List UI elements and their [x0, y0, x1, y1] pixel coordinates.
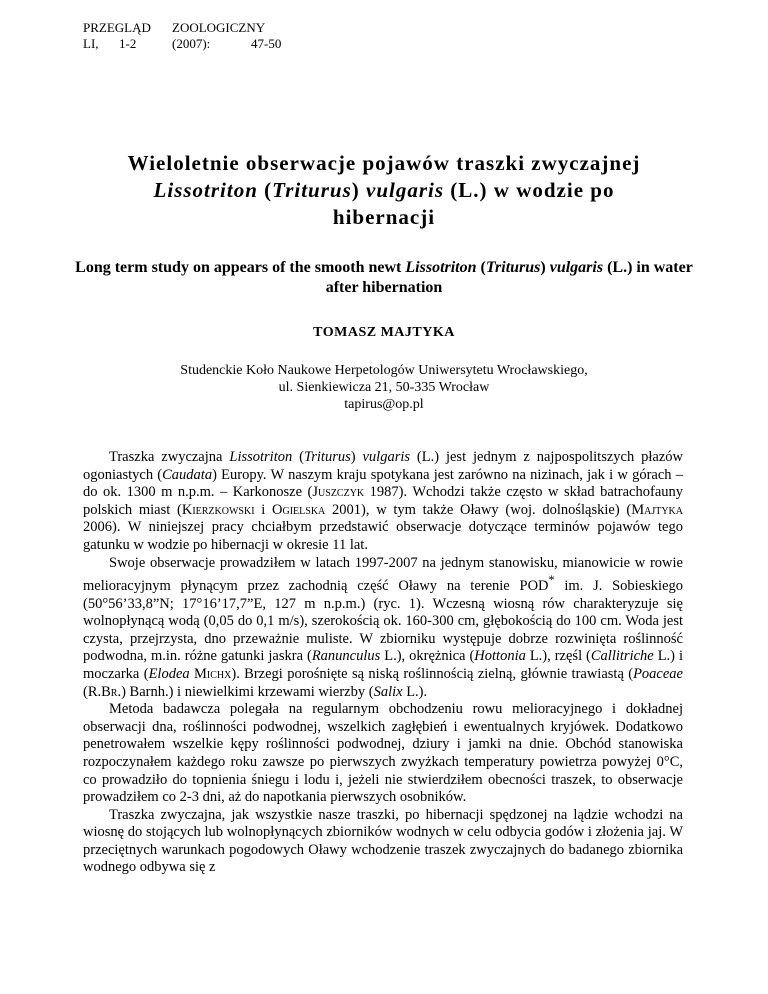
journal-year: (2007): [172, 36, 211, 51]
citation-author: Juszczyk [312, 484, 365, 501]
species-name: Lissotriton [229, 449, 293, 465]
title-line1: Wieloletnie obserwacje pojawów traszki zwyczajnej [127, 151, 641, 175]
genus-name: Callitriche [590, 648, 654, 665]
journal-name-part1: PRZEGLĄD [83, 20, 151, 35]
text: .) Barnh.) i niewielkimi krzewami wierzby ( [117, 683, 374, 700]
affiliation-line1: Studenckie Koło Naukowe Herpetologów Uniwersytetu Wrocławskiego, [180, 363, 588, 378]
affiliation-line2: ul. Sienkiewicza 21, 50-335 Wrocław [278, 380, 490, 395]
family-name: Poaceae [633, 665, 683, 682]
author-email[interactable]: tapirus@op.pl [344, 397, 424, 412]
paper-title [60, 150, 708, 231]
english-title [70, 258, 698, 298]
citation-author: Ogielska [272, 501, 326, 518]
title-genus: Triturus [272, 178, 352, 202]
text: (L.) jest jednym z najpospolitszych płazów ogoniastych ( [83, 449, 683, 483]
text: i [254, 501, 273, 518]
english-title-part2: (L.) in water after hibernation [325, 259, 693, 296]
text: Swoje obserwacje prowadziłem w latach 1997-2007 na jednym stanowisku, mianowicie w rowie melioracyjnym płynącym przez zachodnią część Oławy na terenie POD [83, 554, 683, 594]
text: Traszka zwyczajna [109, 449, 230, 465]
genus-name: Hottonia [474, 648, 526, 665]
title-line2-rest: (L.) w wodzie po [444, 178, 615, 202]
taxon-author: Michx [194, 665, 232, 682]
citation-author: Kierzkowski [181, 501, 255, 518]
english-title-epithet: vulgaris [549, 259, 604, 276]
genus-name: Triturus [303, 449, 351, 465]
journal-pages: 47-50 [251, 36, 282, 51]
citation-author: Majtyka [631, 501, 683, 518]
text: ). Brzegi porośnięte są niską roślinnością zielną, głównie trawiastą ( [231, 665, 634, 682]
genus-name: Salix [373, 683, 403, 700]
english-title-genus: Triturus [485, 259, 541, 276]
text: ( [292, 449, 304, 465]
title-species: Lissotriton [153, 178, 258, 202]
english-title-species: Lissotriton [405, 259, 477, 276]
journal-issue: 1-2 [119, 36, 137, 51]
text: 2001), w tym także Oławy (woj. dolnośląskie) ( [325, 501, 632, 518]
paragraph-1 [83, 449, 683, 555]
text: L.), okrężnica ( [380, 648, 475, 665]
article-body [83, 449, 683, 877]
text: ) [350, 449, 363, 465]
order-name: Caudata [162, 466, 213, 483]
text: L.), rzęśl ( [525, 648, 591, 665]
journal-name-part2: ZOOLOGICZNY [172, 20, 266, 35]
english-title-paren-close: ) [540, 259, 550, 276]
paragraph-4: Traszka zwyczajna, jak wszystkie nasze traszki, po hibernacji spędzonej na lądzie wchodzi na wiosnę do stojących lub wolnopłynących zbiorników wodnych w celu odbycia godów i złożenia jaj. W przeciętnych warunkach pogodowych Oławy wchodzenie traszek zwyczajnych do badanego zbiornika wodnego odbywa się z [83, 806, 683, 876]
english-title-paren-open: ( [476, 259, 486, 276]
text: L.). [402, 683, 428, 700]
text: L.) i moczarka ( [83, 648, 684, 682]
paragraph-3: Metoda badawcza polegała na regularnym obchodzeniu rowu melioracyjnego i dokładnej obserwacji dna, roślinności podwodnej, wszelkich zagłębień i ewentualnych kryjówek. Dodatkowo penetrowałem wszelkie kępy roślinności podwodnej, dziury i jamki na dnie. Obchód stanowiska rozpoczynałem każdego roku zawsze po pierwszych zwyżkach temperatury powietrza powyżej 0°C, co prowadziło do topnienia śniegu i lodu i, jeżeli nie stwierdziłem obecności traszek, to obserwacje prowadziłem co 2-3 dni, aż do napotkania pierwszych osobników. [83, 701, 683, 806]
title-epithet: vulgaris [366, 178, 445, 202]
genus-name: Ranunculus [311, 648, 381, 665]
text: (R. [83, 683, 102, 700]
text: im. J. Sobieskiego (50°56’33,8”N; 17°16’17,7”E, 127 m n.p.m.) (ryc. 1). Wczesną wiosną rów charakteryzuje się wolnopłynącą wodą (0,05 do 0,1 m/s), szerokością ok. 160-300 cm, głębokością do 100 cm. Woda jest czysta, przejrzysta, dno przeważnie muliste. W zbiorniku występuje dobrze rozwinięta roślinność podwodna, m.in. różne gatunki jaskra ( [83, 577, 683, 665]
footnote-marker: * [548, 573, 555, 588]
english-title-part1: Long term study on appears of the smooth newt [75, 259, 406, 276]
species-epithet: vulgaris [362, 449, 411, 465]
text: ) Europy. W naszym kraju spotykana jest zarówno na nizinach, jak i w górach – do ok. 1300 m n.p.m. – Karkonosze ( [83, 466, 683, 501]
text: 2006). W niniejszej pracy chciałbym przedstawić obserwacje dotyczące terminów pojawów tego gatunku w wodzie po hibernacji w okresie 11 lat. [83, 519, 683, 553]
author-name: TOMASZ MAJTYKA [313, 325, 455, 340]
journal-volume: LI, [83, 36, 99, 51]
affiliation [0, 362, 768, 413]
title-paren-close: ) [351, 178, 367, 202]
title-line3: hibernacji [332, 205, 436, 229]
paragraph-2 [83, 555, 683, 702]
taxon-author: Br [101, 683, 118, 700]
title-paren-open: ( [257, 178, 273, 202]
text: 1987). Wchodzi także często w skład batrachofauny polskich miast ( [83, 484, 683, 518]
genus-name: Elodea [148, 665, 190, 682]
title-line2 [60, 177, 708, 204]
